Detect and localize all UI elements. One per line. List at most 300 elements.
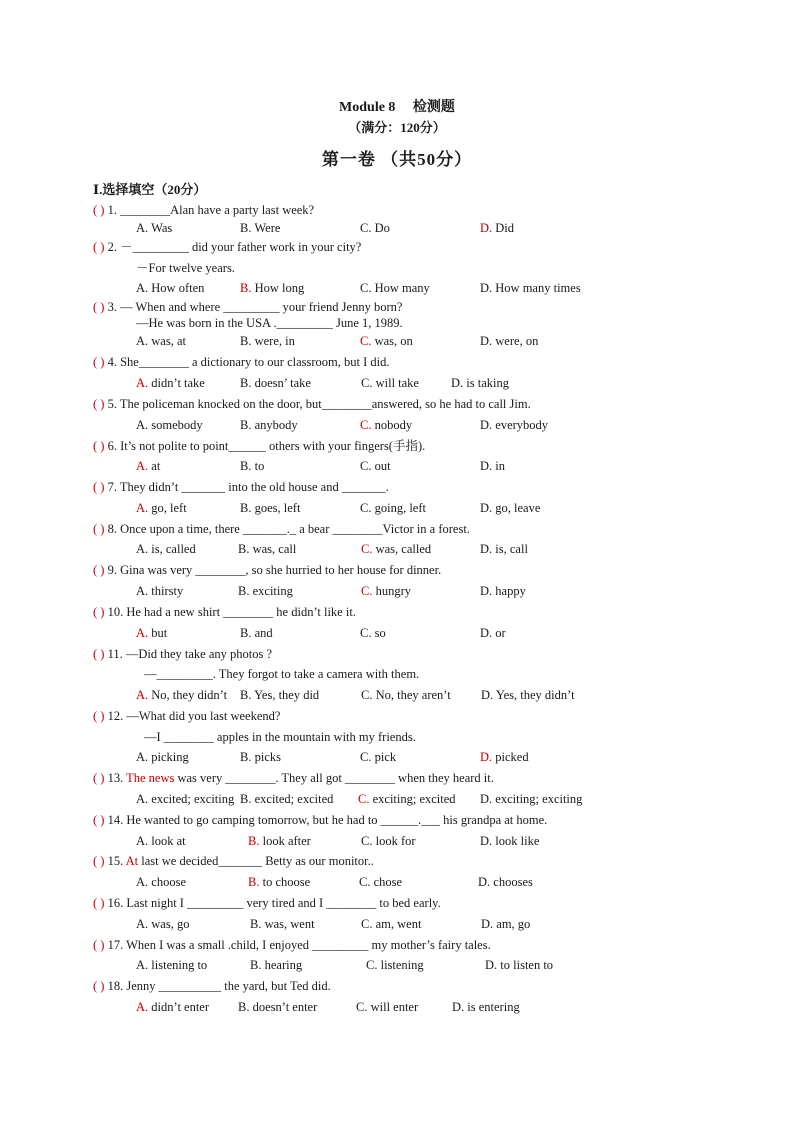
option-text: Were: [254, 221, 281, 235]
option-text: No, they didn’t: [151, 688, 228, 702]
option-text: go, leave: [495, 501, 541, 515]
option-letter: C.: [361, 688, 376, 702]
option-d[interactable]: [480, 458, 505, 474]
question-text: Jenny __________ the yard, but Ted did.: [126, 979, 331, 993]
option-text: look after: [262, 834, 311, 848]
option-letter: B.: [248, 875, 263, 889]
options-row: [0, 417, 794, 433]
option-text: was, went: [264, 917, 315, 931]
option-b[interactable]: [250, 957, 302, 973]
option-d[interactable]: [480, 625, 506, 641]
question-stem: [93, 604, 356, 620]
question-text: When I was a small .child, I enjoyed _________ my mother’s fairy tales.: [126, 938, 491, 952]
option-d[interactable]: [480, 417, 548, 433]
option-text: will enter: [370, 1000, 419, 1014]
options-row: [0, 500, 794, 516]
option-text: but: [151, 626, 168, 640]
option-c[interactable]: [359, 874, 402, 890]
options-row: [0, 874, 794, 890]
option-a[interactable]: [136, 500, 187, 516]
option-c[interactable]: [360, 749, 396, 765]
option-d[interactable]: [480, 220, 514, 236]
options-row: [0, 375, 794, 391]
option-letter: A.: [136, 688, 152, 702]
option-letter: A.: [136, 334, 152, 348]
option-letter: B.: [250, 917, 265, 931]
answer-bracket[interactable]: ( ): [93, 480, 105, 494]
option-letter: A.: [136, 1000, 152, 1014]
question-stem: [93, 646, 272, 662]
question-stem-continued: —_________. They forgot to take a camera with them.: [144, 667, 420, 681]
option-letter: B.: [248, 834, 263, 848]
option-b[interactable]: [248, 874, 310, 890]
option-b[interactable]: [238, 999, 317, 1015]
question-number: 7.: [104, 480, 120, 494]
option-text: were, in: [254, 334, 295, 348]
option-text: at: [151, 459, 161, 473]
answer-bracket[interactable]: ( ): [93, 938, 105, 952]
option-d[interactable]: [451, 375, 509, 391]
answer-bracket[interactable]: ( ): [93, 605, 105, 619]
option-b[interactable]: [240, 458, 264, 474]
option-d[interactable]: [480, 280, 581, 296]
option-text: doesn’ take: [254, 376, 311, 390]
option-c[interactable]: [361, 916, 421, 932]
question-stem: [93, 978, 331, 994]
option-text: nobody: [374, 418, 413, 432]
option-text: look at: [151, 834, 186, 848]
option-letter: C.: [360, 334, 375, 348]
question-stem: [93, 396, 531, 412]
option-d[interactable]: [480, 749, 529, 765]
question-stem-continued: —He was born in the USA ._________ June 1, 1989.: [136, 316, 403, 330]
option-text: How long: [254, 281, 305, 295]
option-a[interactable]: [136, 957, 207, 973]
answer-bracket[interactable]: ( ): [93, 397, 105, 411]
option-letter: D.: [480, 626, 496, 640]
question-text: ________Alan have a party last week?: [120, 203, 315, 217]
answer-bracket[interactable]: ( ): [93, 647, 105, 661]
question-text: They didn’t _______ into the old house and _______.: [119, 480, 389, 494]
option-text: No, they aren’t: [375, 688, 451, 702]
option-letter: B.: [238, 584, 253, 598]
option-text: in: [495, 459, 506, 473]
option-a[interactable]: [136, 625, 167, 641]
option-letter: D.: [481, 917, 497, 931]
option-a[interactable]: [136, 375, 205, 391]
option-letter: D.: [480, 418, 496, 432]
volume-heading: 第一卷 （共50分）: [321, 150, 473, 169]
question-number: 10.: [104, 605, 127, 619]
option-letter: D.: [480, 221, 496, 235]
option-letter: B.: [240, 626, 255, 640]
question-text: He had a new shirt ________ he didn’t like it.: [126, 605, 356, 619]
option-d[interactable]: [480, 583, 526, 599]
option-b[interactable]: [240, 625, 273, 641]
option-text: out: [374, 459, 391, 473]
option-text: am, go: [496, 917, 531, 931]
option-c[interactable]: [361, 833, 416, 849]
question-number: 2.: [104, 240, 121, 254]
option-letter: D.: [480, 501, 496, 515]
option-text: so: [374, 626, 386, 640]
question-number: 6.: [104, 439, 121, 453]
option-letter: A.: [136, 459, 152, 473]
question-number: 14.: [104, 813, 127, 827]
options-row: [0, 220, 794, 236]
question-number: 18.: [104, 979, 127, 993]
option-d[interactable]: [480, 541, 528, 557]
option-letter: C.: [361, 834, 376, 848]
options-row: [0, 687, 794, 703]
question-stem: [93, 202, 314, 218]
options-row: [0, 583, 794, 599]
option-b[interactable]: [240, 333, 295, 349]
question-text: last we decided_______ Betty as our monitor..: [138, 854, 374, 868]
option-b[interactable]: [240, 749, 281, 765]
option-text: picks: [254, 750, 281, 764]
option-text: How often: [151, 281, 205, 295]
option-d[interactable]: [452, 999, 520, 1015]
option-text: is taking: [466, 376, 509, 390]
option-letter: B.: [240, 418, 255, 432]
options-row: [0, 957, 794, 973]
question-text: It’s not polite to point______ others with your fingers(手指).: [120, 439, 426, 453]
option-letter: D.: [480, 584, 496, 598]
option-c[interactable]: [366, 957, 424, 973]
option-text: or: [495, 626, 506, 640]
option-letter: A.: [136, 958, 152, 972]
option-letter: A.: [136, 281, 152, 295]
option-d[interactable]: [480, 333, 538, 349]
question-number: 1.: [104, 203, 121, 217]
option-letter: C.: [360, 750, 375, 764]
question-stem: [93, 521, 470, 537]
answer-bracket[interactable]: ( ): [93, 979, 105, 993]
option-text: exciting; exciting: [495, 792, 583, 806]
answer-bracket[interactable]: ( ): [93, 771, 105, 785]
answer-bracket[interactable]: ( ): [93, 709, 105, 723]
option-text: look like: [495, 834, 540, 848]
question-number: 12.: [104, 709, 127, 723]
option-letter: D.: [478, 875, 494, 889]
option-letter: D.: [480, 459, 496, 473]
option-d[interactable]: [481, 916, 530, 932]
option-text: go, left: [151, 501, 187, 515]
option-b[interactable]: [240, 280, 304, 296]
option-letter: C.: [360, 459, 375, 473]
option-text: happy: [495, 584, 526, 598]
option-letter: A.: [136, 875, 152, 889]
option-text: was, go: [151, 917, 190, 931]
option-text: going, left: [374, 501, 426, 515]
option-c[interactable]: [356, 999, 418, 1015]
answer-bracket[interactable]: ( ): [93, 300, 105, 314]
option-a[interactable]: [136, 583, 183, 599]
question-number: 15.: [104, 854, 126, 868]
option-text: exciting: [252, 584, 293, 598]
answer-bracket[interactable]: ( ): [93, 854, 105, 868]
option-b[interactable]: [248, 833, 311, 849]
option-letter: C.: [361, 542, 376, 556]
option-text: Did: [495, 221, 515, 235]
option-text: picking: [151, 750, 189, 764]
option-a[interactable]: [136, 458, 160, 474]
option-letter: D.: [481, 688, 496, 702]
option-letter: D.: [451, 376, 467, 390]
answer-bracket[interactable]: ( ): [93, 240, 105, 254]
option-letter: C.: [360, 626, 375, 640]
option-letter: C.: [366, 958, 381, 972]
question-text: —What did you last weekend?: [126, 709, 281, 723]
option-c[interactable]: [360, 333, 413, 349]
option-letter: C.: [356, 1000, 371, 1014]
question-stem: [93, 770, 494, 786]
option-b[interactable]: [238, 583, 293, 599]
answer-bracket[interactable]: ( ): [93, 896, 105, 910]
option-a[interactable]: [136, 874, 186, 890]
option-text: somebody: [151, 418, 203, 432]
option-letter: D.: [485, 958, 501, 972]
option-letter: C.: [360, 418, 375, 432]
question-stem: [93, 853, 374, 869]
option-b[interactable]: [240, 791, 333, 807]
options-row: [0, 999, 794, 1015]
option-letter: A.: [136, 542, 152, 556]
option-letter: B.: [240, 334, 255, 348]
option-text: was, on: [374, 334, 413, 348]
question-stem: [93, 812, 547, 828]
option-letter: C.: [358, 792, 373, 806]
option-a[interactable]: [136, 417, 203, 433]
options-row: [0, 333, 794, 349]
option-letter: B.: [238, 542, 253, 556]
answer-bracket[interactable]: ( ): [93, 355, 105, 369]
option-letter: B.: [240, 221, 255, 235]
option-letter: B.: [240, 459, 255, 473]
option-text: is, call: [495, 542, 528, 556]
option-text: pick: [374, 750, 397, 764]
options-row: [0, 833, 794, 849]
option-text: everybody: [495, 418, 549, 432]
option-letter: B.: [240, 376, 255, 390]
question-stem: [93, 708, 280, 724]
option-text: to listen to: [500, 958, 554, 972]
option-text: Was: [151, 221, 173, 235]
option-letter: B.: [240, 501, 255, 515]
option-c[interactable]: [360, 220, 390, 236]
question-stem-highlight: At: [125, 854, 139, 868]
option-text: chose: [373, 875, 403, 889]
question-stem: [93, 895, 441, 911]
option-text: to choose: [262, 875, 311, 889]
option-text: look for: [375, 834, 416, 848]
option-c[interactable]: [360, 417, 412, 433]
question-text: Last night I _________ very tired and I ________ to bed early.: [126, 896, 441, 910]
option-text: was, at: [151, 334, 186, 348]
option-d[interactable]: [481, 687, 575, 703]
question-stem-highlight: The news: [126, 771, 175, 785]
option-b[interactable]: [240, 687, 319, 703]
option-a[interactable]: [136, 687, 227, 703]
option-c[interactable]: [361, 583, 411, 599]
question-number: 17.: [104, 938, 127, 952]
option-letter: C.: [361, 376, 376, 390]
option-b[interactable]: [240, 220, 280, 236]
option-text: will take: [375, 376, 419, 390]
option-d[interactable]: [478, 874, 533, 890]
option-c[interactable]: [360, 625, 386, 641]
options-row: [0, 541, 794, 557]
option-a[interactable]: [136, 220, 172, 236]
option-a[interactable]: [136, 833, 186, 849]
question-text: Once upon a time, there _______._ a bear ________Victor in a forest.: [120, 522, 470, 536]
option-b[interactable]: [240, 375, 311, 391]
option-letter: D.: [452, 1000, 468, 1014]
option-text: excited; exciting: [151, 792, 235, 806]
question-number: 9.: [104, 563, 121, 577]
option-text: hearing: [264, 958, 303, 972]
option-letter: D.: [480, 750, 496, 764]
question-text: Gina was very ________, so she hurried to her house for dinner.: [120, 563, 442, 577]
option-a[interactable]: [136, 791, 234, 807]
option-letter: A.: [136, 917, 152, 931]
option-a[interactable]: [136, 541, 196, 557]
option-letter: C.: [360, 221, 375, 235]
option-letter: A.: [136, 792, 152, 806]
option-a[interactable]: [136, 916, 189, 932]
option-d[interactable]: [485, 957, 553, 973]
option-text: How many: [374, 281, 430, 295]
option-d[interactable]: [480, 833, 539, 849]
options-row: [0, 749, 794, 765]
question-text: The policeman knocked on the door, but________answered, so he had to call Jim.: [119, 397, 531, 411]
question-stem: [93, 239, 361, 255]
option-letter: D.: [480, 281, 496, 295]
option-text: and: [254, 626, 273, 640]
option-text: didn’t enter: [151, 1000, 210, 1014]
option-c[interactable]: [360, 500, 426, 516]
option-text: am, went: [375, 917, 422, 931]
option-letter: C.: [360, 281, 375, 295]
answer-bracket[interactable]: ( ): [93, 522, 105, 536]
answer-bracket[interactable]: ( ): [93, 203, 105, 217]
option-b[interactable]: [240, 417, 298, 433]
option-c[interactable]: [360, 458, 391, 474]
page-title: Module 8 检测题: [339, 100, 455, 115]
options-row: [0, 280, 794, 296]
option-letter: C.: [361, 584, 376, 598]
question-text: She________ a dictionary to our classroom, but I did.: [120, 355, 390, 369]
option-letter: C.: [359, 875, 374, 889]
option-letter: A.: [136, 750, 152, 764]
question-stem: [93, 354, 389, 370]
options-row: [0, 791, 794, 807]
question-stem: [93, 479, 389, 495]
answer-bracket[interactable]: ( ): [93, 439, 105, 453]
question-number: 3.: [104, 300, 121, 314]
option-letter: A.: [136, 418, 152, 432]
option-letter: C.: [360, 501, 375, 515]
option-c[interactable]: [361, 541, 431, 557]
question-text: was very ________. They all got ________ when they heard it.: [174, 771, 494, 785]
question-stem: [93, 438, 425, 454]
option-a[interactable]: [136, 280, 204, 296]
question-number: 11.: [104, 647, 126, 661]
option-text: picked: [495, 750, 529, 764]
option-c[interactable]: [361, 375, 419, 391]
option-b[interactable]: [250, 916, 315, 932]
question-number: 13.: [104, 771, 127, 785]
option-text: were, on: [495, 334, 539, 348]
question-stem-continued: —I ________ apples in the mountain with my friends.: [144, 730, 416, 744]
option-b[interactable]: [240, 500, 300, 516]
option-text: How many times: [495, 281, 581, 295]
option-a[interactable]: [136, 999, 209, 1015]
question-stem: [93, 562, 441, 578]
option-c[interactable]: [361, 687, 451, 703]
question-text: —Did they take any photos ?: [125, 647, 273, 661]
option-text: Yes, they did: [254, 688, 320, 702]
option-letter: D.: [480, 542, 496, 556]
option-text: to: [254, 459, 265, 473]
options-row: [0, 625, 794, 641]
option-letter: B.: [238, 1000, 253, 1014]
option-letter: B.: [240, 792, 255, 806]
option-text: excited; excited: [254, 792, 334, 806]
option-text: thirsty: [151, 584, 184, 598]
option-text: choose: [151, 875, 186, 889]
question-text: He wanted to go camping tomorrow, but he had to ______.___ his grandpa at home.: [126, 813, 548, 827]
option-d[interactable]: [480, 791, 582, 807]
option-a[interactable]: [136, 749, 189, 765]
option-text: exciting; excited: [372, 792, 456, 806]
option-letter: A.: [136, 626, 152, 640]
full-score: （满分：120分）: [348, 120, 446, 135]
option-text: listening: [380, 958, 424, 972]
option-d[interactable]: [480, 500, 540, 516]
option-text: hungry: [375, 584, 412, 598]
question-stem: [93, 299, 402, 315]
question-number: 16.: [104, 896, 127, 910]
option-letter: A.: [136, 834, 152, 848]
option-a[interactable]: [136, 333, 186, 349]
answer-bracket[interactable]: ( ): [93, 813, 105, 827]
question-stem: [93, 937, 491, 953]
option-text: Yes, they didn’t: [495, 688, 575, 702]
question-number: 5.: [104, 397, 120, 411]
option-text: is entering: [467, 1000, 520, 1014]
question-number: 8.: [104, 522, 121, 536]
option-letter: B.: [240, 688, 255, 702]
option-text: was, called: [375, 542, 432, 556]
answer-bracket[interactable]: ( ): [93, 563, 105, 577]
option-letter: D.: [480, 834, 496, 848]
option-letter: B.: [240, 750, 255, 764]
option-text: listening to: [151, 958, 208, 972]
option-letter: D.: [480, 792, 496, 806]
option-letter: D.: [480, 334, 496, 348]
option-letter: B.: [240, 281, 255, 295]
option-b[interactable]: [238, 541, 296, 557]
option-c[interactable]: [358, 791, 456, 807]
option-letter: A.: [136, 376, 152, 390]
question-stem-continued: －For twelve years.: [136, 261, 235, 275]
option-text: is, called: [151, 542, 196, 556]
option-c[interactable]: [360, 280, 430, 296]
option-text: didn’t take: [151, 376, 205, 390]
section-heading: Ⅰ.选择填空（20分）: [93, 182, 207, 197]
